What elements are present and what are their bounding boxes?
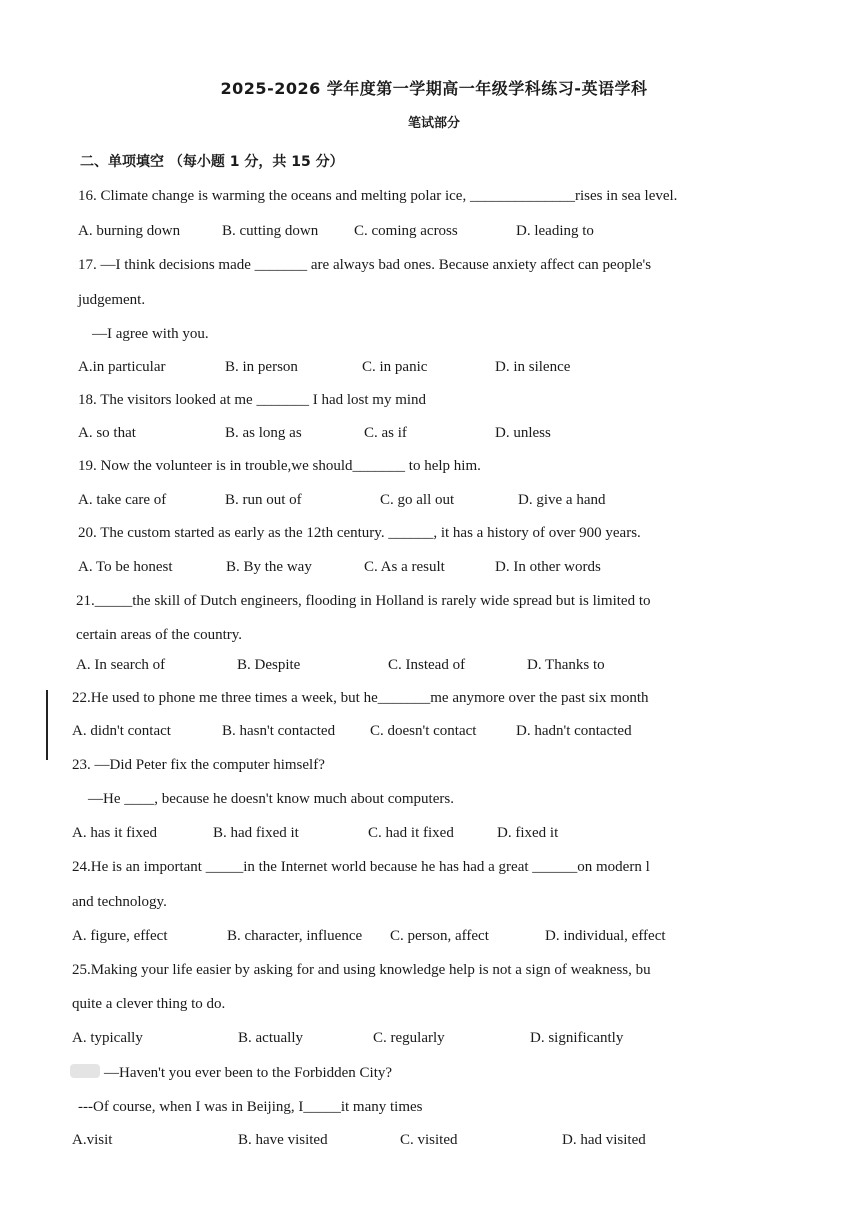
q18-option-b: B. as long as [225,425,302,441]
q25-option-b: B. actually [238,1030,303,1046]
q17-option-d: D. in silence [495,359,571,375]
q23-option-b: B. had fixed it [213,825,299,841]
q24-option-d: D. individual, effect [545,928,666,944]
question-21-stem-cont: certain areas of the country. [76,627,243,643]
scan-margin-mark [46,690,48,760]
question-22-stem: 22.He used to phone me three times a week, but he_______me anymore over the past six month [72,690,649,706]
q24-option-a: A. figure, effect [72,928,168,944]
question-23-stem: 23. —Did Peter fix the computer himself? [72,757,325,773]
q22-option-d: D. hadn't contacted [516,723,632,739]
question-20-stem: 20. The custom started as early as the 12th century. ______, it has a history of over 900 years. [78,525,641,541]
page-subtitle: 笔试部分 [407,116,460,131]
q20-option-a: A. To be honest [78,559,173,575]
q21-option-b: B. Despite [237,657,301,673]
q24-option-c: C. person, affect [390,928,489,944]
q18-option-a: A. so that [78,425,136,441]
q23-option-d: D. fixed it [497,825,559,841]
question-17-stem-cont: judgement. [78,292,146,308]
q20-option-b: B. By the way [226,559,312,575]
q16-option-a: A. burning down [78,223,181,239]
q19-option-a: A. take care of [78,492,167,508]
q22-option-b: B. hasn't contacted [222,723,336,739]
q25-option-d: D. significantly [530,1030,624,1046]
q20-option-c: C. As a result [364,559,445,575]
q25-option-c: C. regularly [373,1030,445,1046]
section-heading: 二、单项填空 （每小题 1 分，共 15 分） [80,154,344,170]
q25-option-a: A. typically [72,1030,143,1046]
q21-option-c: C. Instead of [388,657,466,673]
question-17-stem: 17. —I think decisions made _______ are always bad ones. Because anxiety affect can people's [78,257,652,273]
q22-option-a: A. didn't contact [72,723,171,739]
q20-option-d: D. In other words [495,559,601,575]
smudged-question-number [70,1064,100,1078]
q26-option-c: C. visited [400,1132,458,1148]
q17-option-c: C. in panic [362,359,428,375]
q16-option-c: C. coming across [354,223,458,239]
q17-option-b: B. in person [225,359,298,375]
question-17-reply: —I agree with you. [92,326,209,342]
page-title: 2025-2026 学年度第一学期高一年级学科练习-英语学科 [220,79,648,98]
question-24-stem-cont: and technology. [72,894,167,910]
q26-option-b: B. have visited [238,1132,328,1148]
question-21-stem: 21._____the skill of Dutch engineers, flooding in Holland is rarely wide spread but is limited to [76,593,651,609]
q17-option-a: A.in particular [78,359,166,375]
q23-option-a: A. has it fixed [72,825,157,841]
q19-option-c: C. go all out [380,492,455,508]
question-18-stem: 18. The visitors looked at me _______ I had lost my mind [78,392,427,408]
question-16-stem: 16. Climate change is warming the oceans and melting polar ice, ______________rises in sea level. [78,188,678,204]
q19-option-b: B. run out of [225,492,302,508]
q21-option-a: A. In search of [76,657,166,673]
question-26-stem: —Haven't you ever been to the Forbidden City? [104,1065,393,1081]
q18-option-d: D. unless [495,425,551,441]
q23-option-c: C. had it fixed [368,825,454,841]
q26-option-d: D. had visited [562,1132,646,1148]
q22-option-c: C. doesn't contact [370,723,477,739]
question-24-stem: 24.He is an important _____in the Internet world because he has had a great ______on modern l [72,859,650,875]
q21-option-d: D. Thanks to [527,657,605,673]
q26-option-a: A.visit [72,1132,113,1148]
question-23-reply: —He ____, because he doesn't know much about computers. [88,791,454,807]
q24-option-b: B. character, influence [227,928,363,944]
question-25-stem: 25.Making your life easier by asking for and using knowledge help is not a sign of weakness, bu [72,962,651,978]
q19-option-d: D. give a hand [518,492,606,508]
q18-option-c: C. as if [364,425,407,441]
question-19-stem: 19. Now the volunteer is in trouble,we should_______ to help him. [78,458,481,474]
question-26-reply: ---Of course, when I was in Beijing, I_____it many times [78,1099,423,1115]
q16-option-d: D. leading to [516,223,594,239]
question-25-stem-cont: quite a clever thing to do. [72,996,226,1012]
q16-option-b: B. cutting down [222,223,319,239]
